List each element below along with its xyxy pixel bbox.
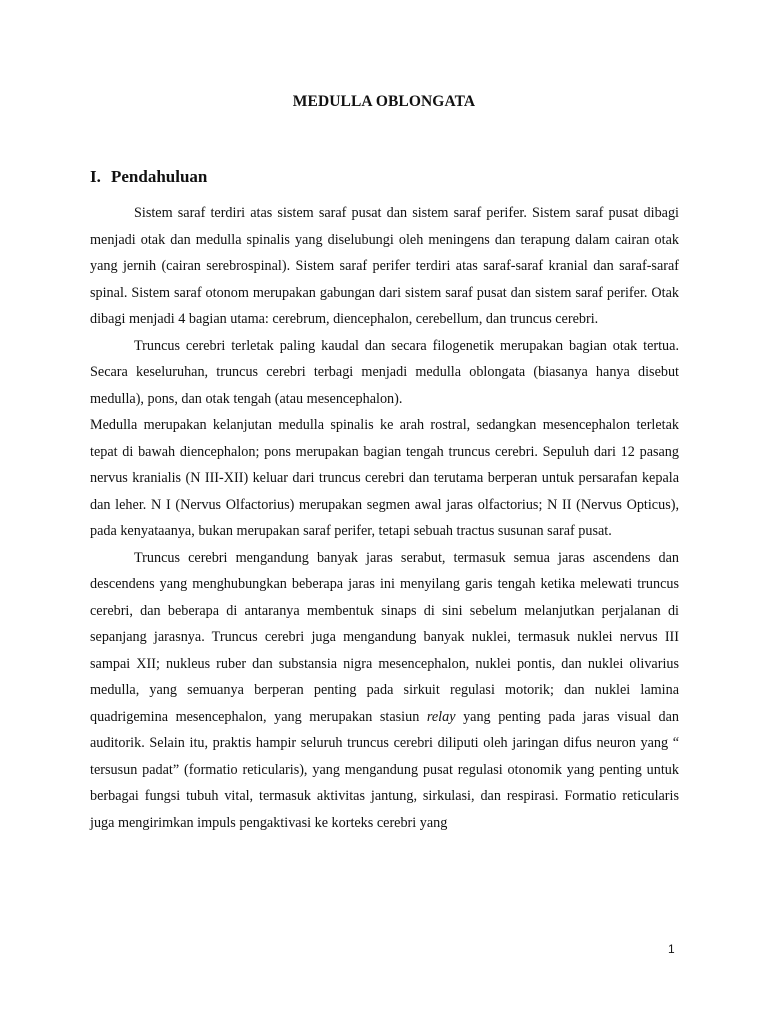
paragraph-4-text-before: Truncus cerebri mengandung banyak jaras serabut, termasuk semua jaras ascendens dan descendens yang menghubungkan beberapa jaras ini menyilang garis tengah ketika melewati truncus cerebri, dan beberapa di antaranya membentuk sinaps di sini sebelum melanjutkan perjalanan di sepanjang jarasnya. Truncus cerebri juga mengandung banyak nuklei, termasuk nuklei nervus III sampai XII; nukleus ruber dan substansia nigra mesencephalon, nuklei pontis, dan nuklei olivarius medulla, yang semuanya berperan penting pada sirkuit regulasi motorik; dan nuklei lamina quadrigemina mesencephalon, yang merupakan stasiun xyxy=(90,549,679,725)
section-heading xyxy=(90,167,207,187)
section-number: I. xyxy=(90,167,101,186)
document-body xyxy=(90,200,679,836)
paragraph-2: Truncus cerebri terletak paling kaudal dan secara filogenetik merupakan bagian otak tertua. Secara keseluruhan, truncus cerebri terbagi menjadi medulla oblongata (biasanya hanya disebut medulla), pons, dan otak tengah (atau mesencephalon). xyxy=(90,337,679,407)
page-number: 1 xyxy=(668,942,675,956)
section-heading-text: Pendahuluan xyxy=(111,167,208,186)
document-title: MEDULLA OBLONGATA xyxy=(292,93,476,110)
paragraph-1: Sistem saraf terdiri atas sistem saraf pusat dan sistem saraf perifer. Sistem saraf pusat dibagi menjadi otak dan medulla spinalis yang diselubungi oleh meningens dan terapung dalam cairan otak yang jernih (cairan serebrospinal). Sistem saraf perifer terdiri atas saraf-saraf kranial dan saraf-saraf spinal. Sistem saraf otonom merupakan gabungan dari sistem saraf pusat dan sistem saraf perifer. Otak dibagi menjadi 4 bagian utama: cerebrum, diencephalon, cerebellum, dan truncus cerebri. xyxy=(90,205,679,327)
paragraph-3: Medulla merupakan kelanjutan medulla spinalis ke arah rostral, sedangkan mesencephalon terletak tepat di bawah diencephalon; pons merupakan bagian tengah truncus cerebri. Sepuluh dari 12 pasang nervus kranialis (N III-XII) keluar dari truncus cerebri dan terutama berperan untuk persarafan kepala dan leher. N I (Nervus Olfactorius) merupakan segmen awal jaras olfactorius; N II (Nervus Opticus), pada kenyataanya, bukan merupakan saraf perifer, tetapi sebuah tractus susunan saraf pusat. xyxy=(90,417,679,539)
paragraph-4 xyxy=(90,545,679,837)
paragraph-4-emphasis: relay xyxy=(426,708,456,725)
paragraph-4-text-after: yang penting pada jaras visual dan auditorik. Selain itu, praktis hampir seluruh truncus cerebri diliputi oleh jaringan difus neuron yang “ tersusun padat” (formatio reticularis), yang mengandung pusat regulasi otonomik yang penting untuk berbagai fungsi tubuh vital, termasuk aktivitas jantung, sirkulasi, dan respirasi. Formatio reticularis juga mengirimkan impuls pengaktivasi ke korteks cerebri yang xyxy=(90,708,679,831)
